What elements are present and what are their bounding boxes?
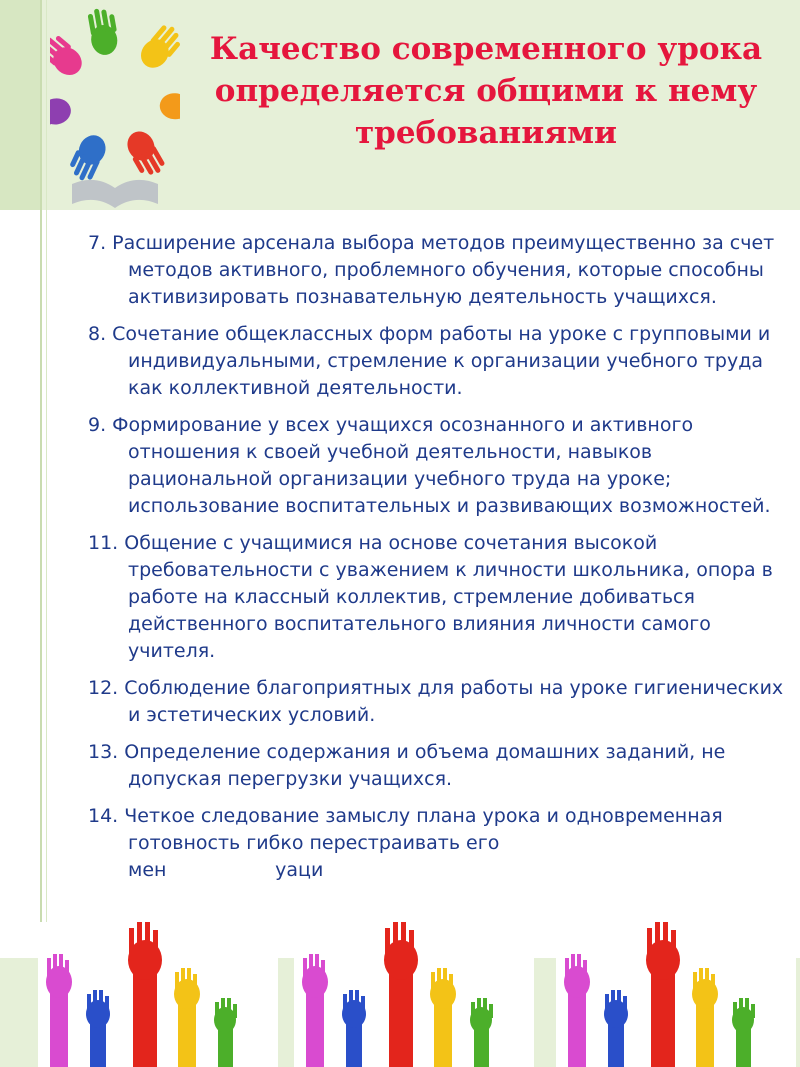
list-item: 8. Сочетание общеклассных форм работы на уроке с групповыми и индивидуальными, стремление к организации учебного труда как коллективной деятельности. xyxy=(88,323,771,399)
vertical-rule xyxy=(40,0,42,1067)
list-item: 9. Формирование у всех учащихся осознанного и активного отношения к своей учебной деятельности, навыков рациональной организации учебного труда на уроке; использование воспитательных и развивающих возможностей. xyxy=(88,414,771,517)
title-line: определяется общими к нему xyxy=(214,73,758,109)
vertical-rule-thin xyxy=(46,0,47,1067)
requirements-list xyxy=(88,230,794,894)
page-title xyxy=(186,28,786,154)
title-line: требованиями xyxy=(354,115,618,151)
raised-hands-icon xyxy=(556,922,796,1067)
left-accent-strip xyxy=(0,0,40,210)
list-item-cut: мен уаци xyxy=(128,859,324,881)
list-item: 7. Расширение арсенала выбора методов преимущественно за счет методов активного, проблемного обучения, которые способны активизировать познавательную деятельность учащихся. xyxy=(88,232,775,308)
list-item: 11. Общение с учащимися на основе сочетания высокой требовательности с уважением к личности школьника, опора в работе на классный коллектив, стремление добиваться действенного воспитательного влияния личности самого учителя. xyxy=(88,532,773,662)
raised-hands-icon xyxy=(294,922,534,1067)
list-item: 14. Четкое следование замыслу плана урока и одновременная готовность гибко перестраивать его xyxy=(88,805,723,854)
hands-logo-icon xyxy=(50,6,180,216)
title-line: Качество современного урока xyxy=(209,31,763,67)
list-item: 12. Соблюдение благоприятных для работы на уроке гигиенических и эстетических условий. xyxy=(88,677,784,726)
raised-hands-icon xyxy=(38,922,278,1067)
list-item: 13. Определение содержания и объема домашних заданий, не допуская перегрузки учащихся. xyxy=(88,741,726,790)
